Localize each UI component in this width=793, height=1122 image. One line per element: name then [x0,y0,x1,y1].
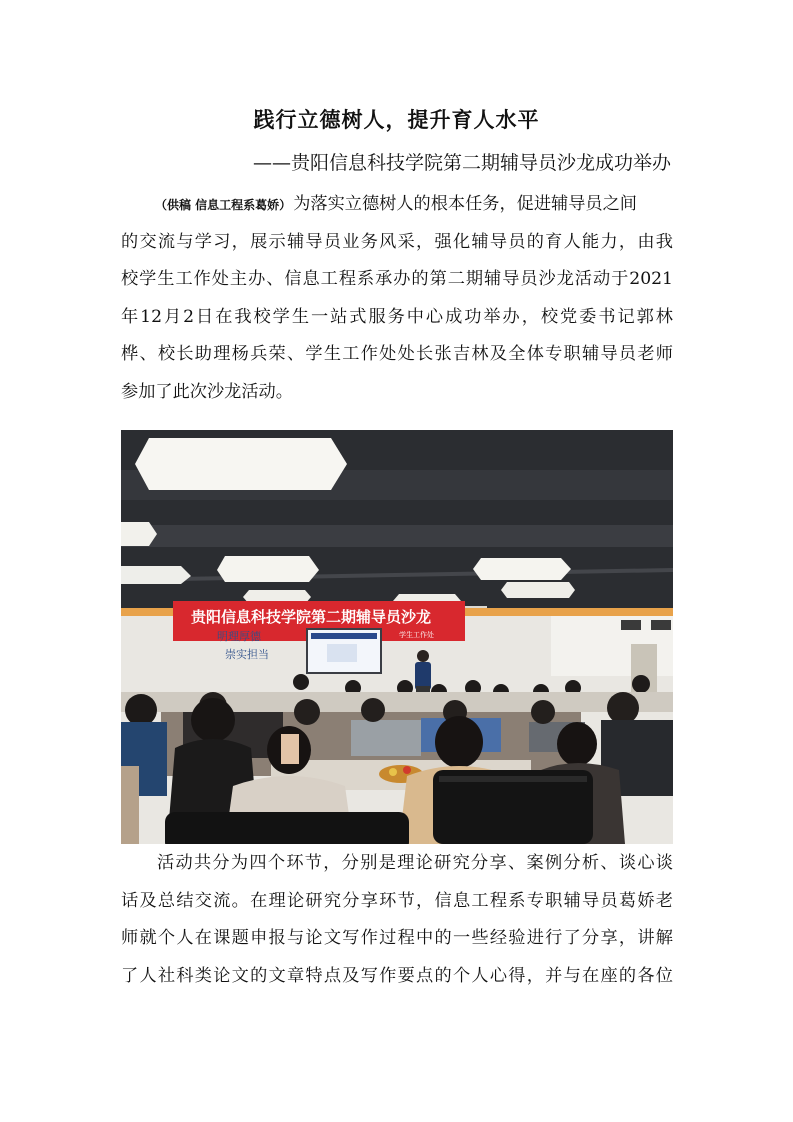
text-line: 了人社科类论文的文章特点及写作要点的个人心得，并与在座的各位 [121,965,673,986]
text-line: 的交流与学习，展示辅导员业务风采，强化辅导员的育人能力，由我 [121,231,673,252]
article-title: 践行立德树人，提升育人水平 [253,108,540,132]
text-line: （供稿 信息工程系葛娇） 为落实立德树人的根本任务，促进辅导员之间 [155,194,637,214]
text-line: 参加了此次沙龙活动。 [121,381,293,402]
banner-sub-text: 学生工作处 [399,631,434,639]
wall-slogan: 明理厚德 [217,630,261,643]
text-line: 年12月2日在我校学生一站式服务中心成功举办，校党委书记郭林 [121,306,673,327]
text-line: 活动共分为四个环节，分别是理论研究分享、案例分析、谈心谈 [157,853,673,873]
chair [165,812,409,844]
text-line: 师就个人在课题申报与论文写作过程中的一些经验进行了分享，讲解 [121,928,673,948]
article-subtitle: ——贵阳信息科技学院第二期辅导员沙龙成功举办 [252,152,671,174]
banner-text: 贵阳信息科技学院第二期辅导员沙龙 [191,608,432,626]
text-line: 话及总结交流。在理论研究分享环节，信息工程系专职辅导员葛娇老 [121,890,673,911]
ceiling-light [135,438,347,490]
presenter [415,662,431,690]
paragraph-intro [121,186,673,411]
text-line: 桦、校长助理杨兵荣、学生工作处处长张吉林及全体专职辅导员老师 [121,344,673,364]
wall-slogan: 崇实担当 [225,648,269,661]
byline: （供稿 信息工程系葛娇） [155,198,292,212]
paragraph-activities [121,845,673,995]
event-photo [121,430,673,844]
text-line: 校学生工作处主办、信息工程系承办的第二期辅导员沙龙活动于2021 [121,269,673,289]
